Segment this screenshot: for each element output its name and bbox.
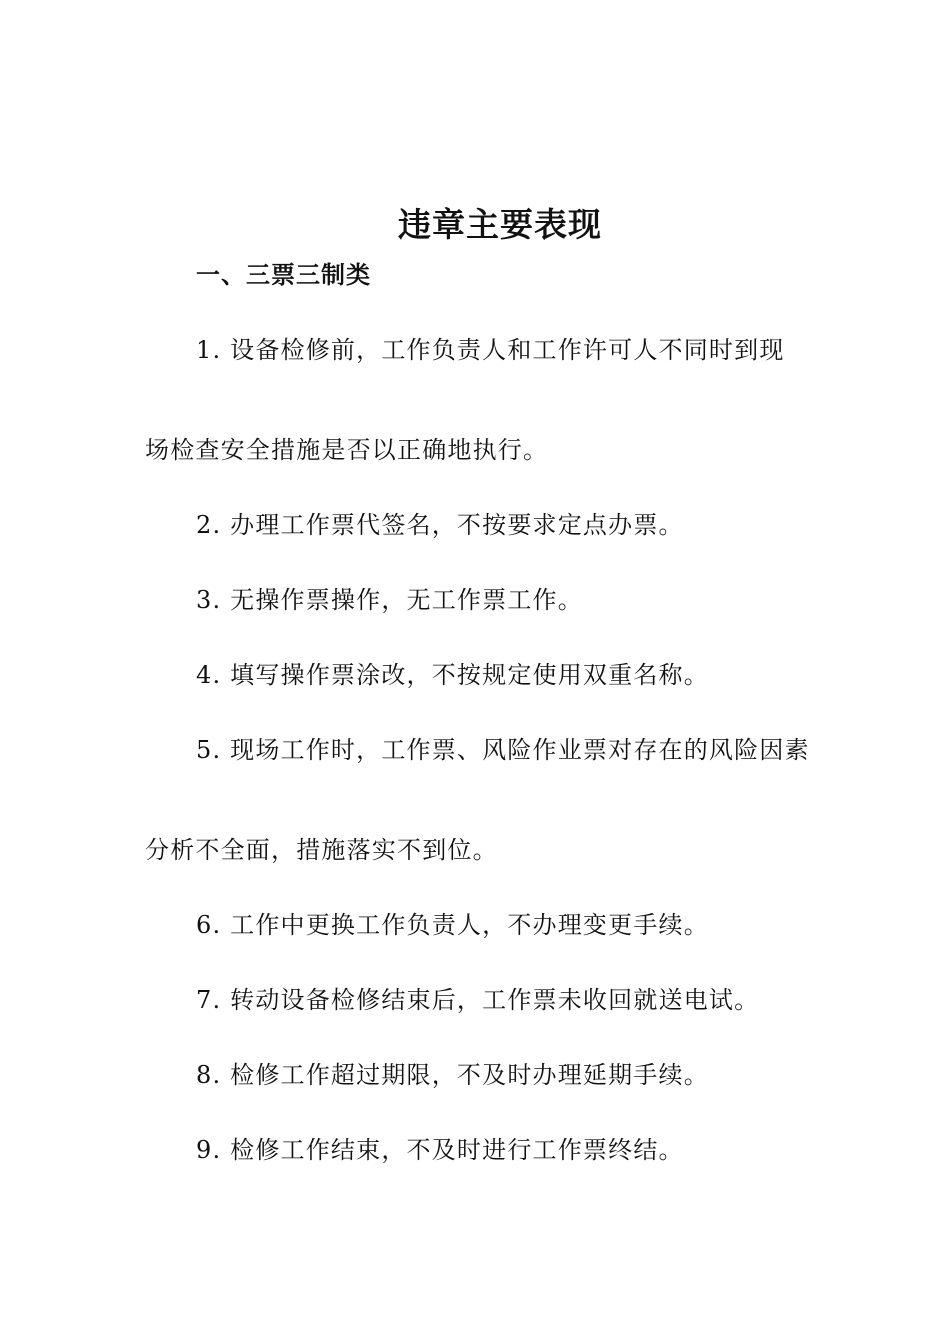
list-item: 7. 转动设备检修结束后，工作票未收回就送电试。	[196, 986, 760, 1014]
list-item: 3. 无操作票操作，无工作票工作。	[196, 586, 583, 614]
list-item: 1. 设备检修前，工作负责人和工作许可人不同时到现	[196, 336, 785, 364]
list-item: 5. 现场工作时，工作票、风险作业票对存在的风险因素	[196, 736, 810, 764]
list-item-continuation: 场检查安全措施是否以正确地执行。	[145, 436, 549, 464]
page-title: 违章主要表现	[398, 205, 602, 244]
section-heading: 一、三票三制类	[196, 260, 371, 289]
list-item: 4. 填写操作票涂改，不按规定使用双重名称。	[196, 661, 709, 689]
list-item: 9. 检修工作结束，不及时进行工作票终结。	[196, 1136, 684, 1164]
list-item: 8. 检修工作超过期限，不及时办理延期手续。	[196, 1061, 709, 1089]
list-item: 2. 办理工作票代签名，不按要求定点办票。	[196, 511, 684, 539]
list-item: 6. 工作中更换工作负责人，不办理变更手续。	[196, 911, 709, 939]
list-item-continuation: 分析不全面，措施落实不到位。	[145, 836, 498, 864]
